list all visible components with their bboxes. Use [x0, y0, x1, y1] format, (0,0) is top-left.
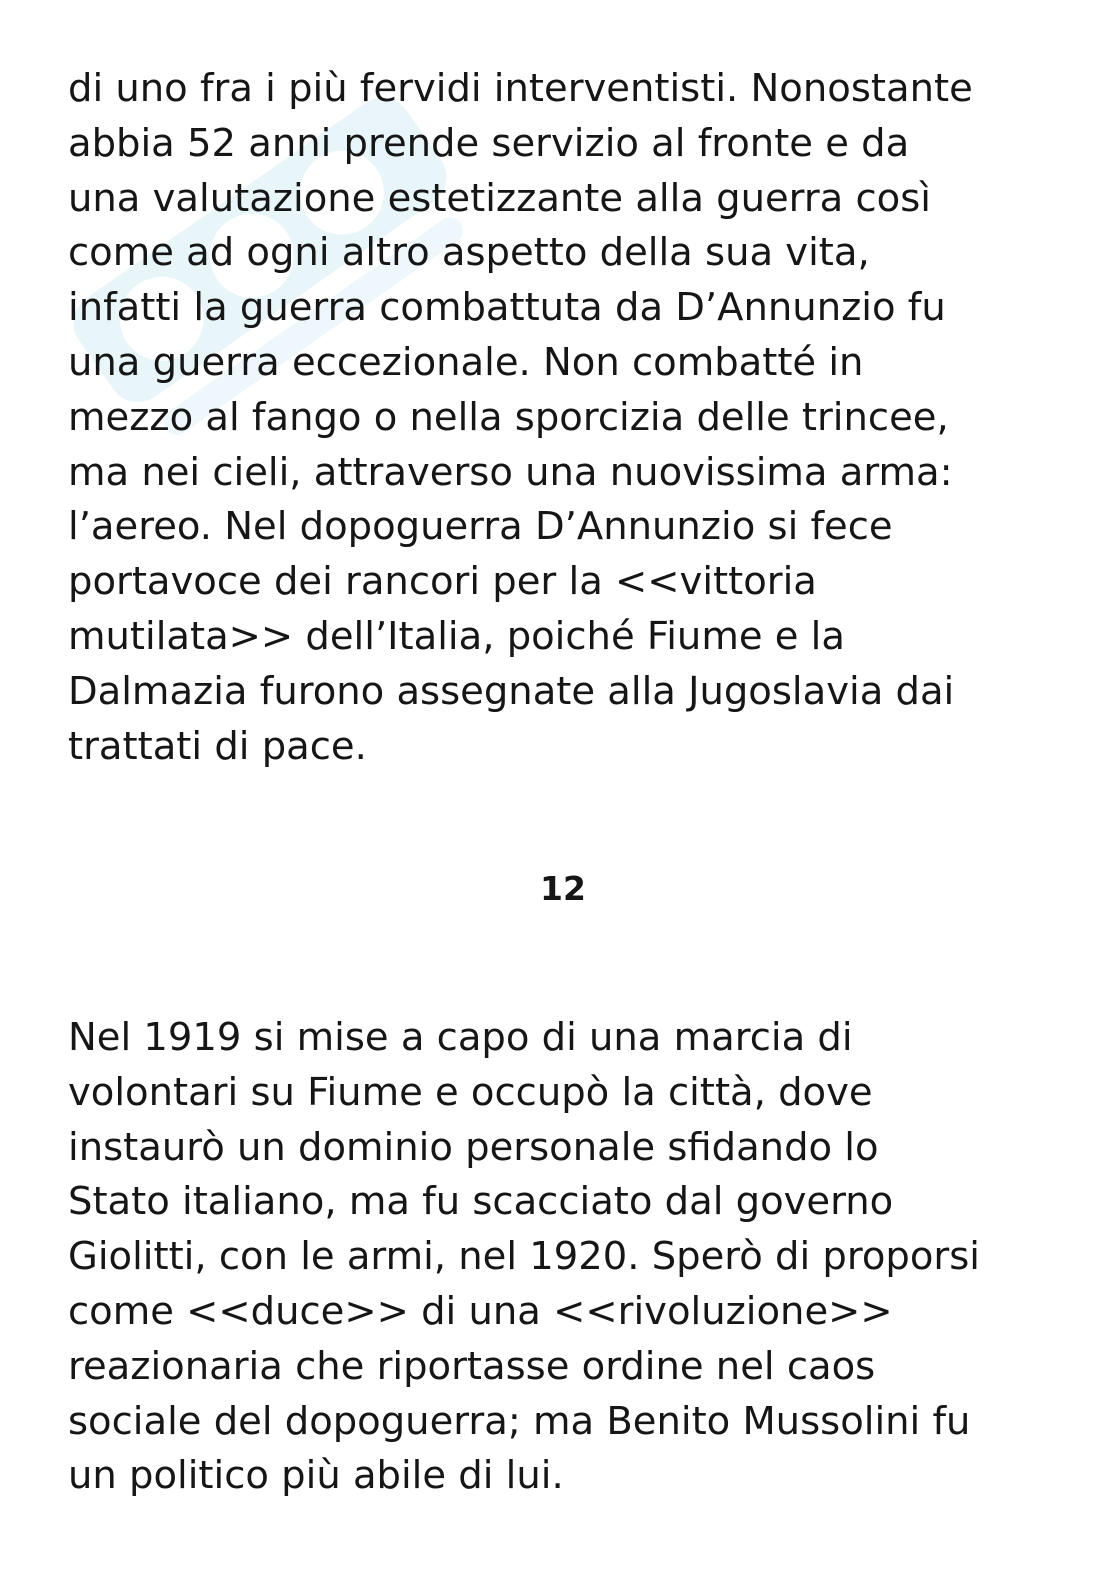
page-number: 12	[540, 869, 586, 908]
paragraph-2: Nel 1919 si mise a capo di una marcia di volontari su Fiume e occupò la città, dove instaurò un dominio personale sfidando lo Stato italiano, ma fu scacciato dal governo Giolitti, con le armi, nel 1920. Sperò di proporsi come <<duce>> di una <<rivoluzione>> reazionaria che riportasse ordine nel caos sociale del dopoguerra; ma Benito Mussolini fu un politico più abile di lui.	[68, 1015, 980, 1499]
document-page	[68, 62, 1058, 1499]
paragraph-1: di uno fra i più fervidi interventisti. Nonostante abbia 52 anni prende servizio al fronte e da una valutazione estetizzante alla guerra così come ad ogni altro aspetto della sua vita, infatti la guerra combattuta da D’Annunzio fu una guerra eccezionale. Non combatté in mezzo al fango o nella sporcizia delle trincee, ma nei cieli, attraverso una nuovissima arma: l’aereo. Nel dopoguerra D’Annunzio si fece portavoce dei rancori per la <<vittoria mutilata>> dell’Italia, poiché Fiume e la Dalmazia furono assegnate alla Jugoslavia dai trattati di pace.	[68, 66, 973, 769]
